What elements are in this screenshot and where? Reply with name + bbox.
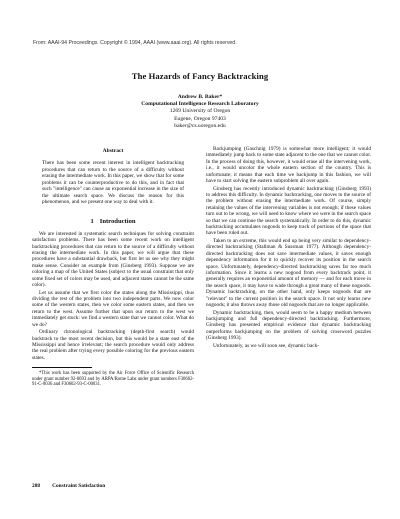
paper-title: The Hazards of Fancy Backtracking <box>131 71 269 81</box>
body-paragraph: Backjumping (Gaschnig 1979) is somewhat more intelligent; it would immediately jump back to some state adjacent to the one that we cannot color. In the process of doing this, however, it would erase all the intervening work, i.e., it would uncolor the whole eastern section of the country. This is unfortunate; it means that each time we backjump in this fashion, we will have to start solving the eastern subproblem all over again. <box>206 146 371 185</box>
section-title: Introduction <box>99 218 136 226</box>
body-paragraph: Ginsberg has recently introduced dynamic backtracking (Ginsberg 1993) to address this difficulty. In dynamic backtracking, one moves to the source of the problem without erasing the intermediate work. Of course, simply retaining the values of the intervening variables is not enough; if these values turn out to be wrong, we will need to know where we were in the search space so that we can continue the search systematically. In order to do this, dynamic backtracking accumulates nogoods to keep track of portions of the space that have been ruled out. <box>206 185 371 237</box>
author-address-line: 1269 University of Oregon <box>169 108 231 115</box>
body-paragraph: Let us assume that we first color the states along the Mississippi, thus dividing the rest of the problem into two independent parts. We now color some of the western states, then we color some eastern states, and then we return to the west. Assume further that upon our return to the west we immediately get stuck: we find a western state that we cannot color. What do we do? <box>32 289 194 328</box>
left-column <box>32 148 194 388</box>
right-column <box>206 146 371 349</box>
page-number: 288 <box>32 483 41 489</box>
author-affiliation: Computational Intelligence Research Laboratory <box>141 101 259 108</box>
body-paragraph: Ordinary chronological backtracking (depth-first search) would backtrack to the most recent decision, but this would be a state east of the Mississippi and hence irrelevant; the search procedure would only address the real problem after trying every possible coloring for the previous eastern states. <box>32 329 194 361</box>
author-name: Andrew B. Baker* <box>177 94 223 100</box>
footnote-rule <box>32 367 92 368</box>
running-section-name: Constraint Satisfaction <box>52 483 106 489</box>
body-paragraph: Dynamic backtracking, then, would seem to be a happy medium between backjumping and full dependency-directed backtracking. Furthermore, Ginsberg has presented empirical evidence that dynamic backtracking outperforms backjumping on the problem of solving crossword puzzles (Ginsberg 1993). <box>206 309 371 342</box>
section-number: 1 <box>90 218 94 226</box>
section-heading <box>32 219 194 225</box>
footnote: *This work has been supported by the Air Force Office of Scientific Research under grant number 92-0693 and by ARPA/Rome Labs under grant numbers F30602-91-C-0036 and F30602-93-C-00031. <box>32 371 194 388</box>
author-address-line: Eugene, Oregon 97403 <box>174 115 226 122</box>
page-footer <box>32 483 105 489</box>
author-block <box>0 94 400 130</box>
body-paragraph: Taken to an extreme, this would end up being very similar to dependency-directed backtracking (Stallman & Sussman 1977). Although dependency-directed backtracking does not save intermediate values, it saves enough dependency information for it to quickly recover its position in the search space. Unfortunately, dependency-directed backtracking saves far too much information. Since it learns a new nogood from every backtrack point, it generally requires an exponential amount of memory — and for each move in the search space, it may have to wade through a great many of these nogoods. Dynamic backtracking, on the other hand, only keeps nogoods that are "relevant" to the current position in the search space. It not only learns new nogoods; it also throws away those old nogoods that are no longer applicable. <box>206 237 371 309</box>
body-paragraph: Unfortunately, as we will soon see, dynamic back- <box>213 342 319 349</box>
body-paragraph: We are interested in systematic search techniques for solving constraint satisfaction problems. There has been some recent work on intelligent backtracking procedures that can return to the source of a difficulty without erasing the intermediate work. In this paper, we will argue that these procedures have a substantial drawback, but first let us see why they might make sense. Consider an example from (Ginsberg 1993). Suppose we are coloring a map of the United States (subject to the usual constraint that only some fixed set of colors may be used, and adjacent states cannot be the same color). <box>32 230 194 289</box>
abstract-heading: Abstract <box>102 148 124 154</box>
source-note: From: AAAI-94 Proceedings. Copyright © 1994, AAAI (www.aaai.org). All rights reserved. <box>33 40 237 46</box>
author-email: baker@cs.uoregon.edu <box>174 122 226 129</box>
abstract-text: There has been some recent interest in intelligent backtracking procedures that can return to the source of a difficulty without erasing the intermediate work. In this paper, we show that for some problems it can be counterproductive to do this, and in fact that such "intelligence" can cause an exponential increase in the size of the ultimate search space. We discuss the reason for this phenomenon, and we present one way to deal with it. <box>42 160 184 205</box>
